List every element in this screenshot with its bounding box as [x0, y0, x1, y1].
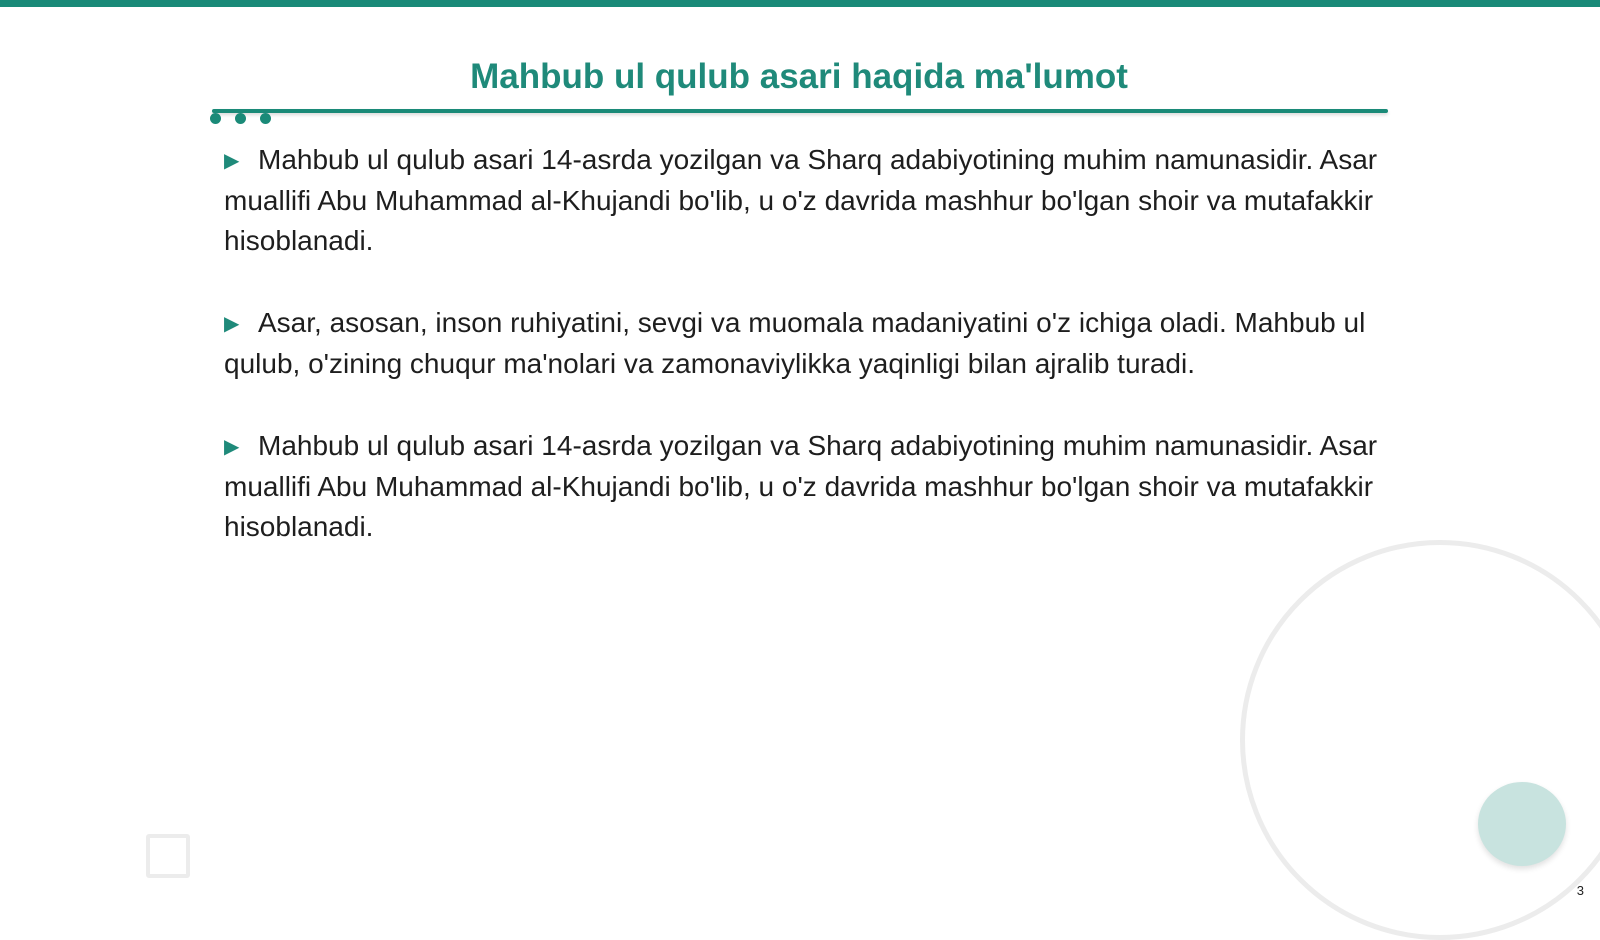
bullet-arrow-icon: ▶	[224, 150, 240, 172]
bullet-paragraph-3	[224, 426, 1384, 547]
bullet-arrow-icon: ▶	[224, 313, 240, 335]
bullet-paragraph-2	[224, 303, 1384, 384]
underline-dot-1	[210, 113, 221, 124]
paragraph-text: Asar, asosan, inson ruhiyatini, sevgi va muomala madaniyatini o'z ichiga oladi. Mahbub ul qulub, o'zining chuqur ma'nolari va zamonaviylikka yaqinligi bilan ajralib turadi.	[224, 307, 1366, 379]
top-accent-bar	[0, 0, 1600, 7]
bullet-paragraph-1	[224, 140, 1384, 261]
paragraph-text: Mahbub ul qulub asari 14-asrda yozilgan va Sharq adabiyotining muhim namunasidir. Asar muallifi Abu Muhammad al-Khujandi bo'lib, u o'z davrida mashhur bo'lgan shoir va mutafakkir hisoblanadi.	[224, 430, 1378, 542]
underline-dot-2	[235, 113, 246, 124]
decorative-square	[146, 834, 190, 878]
decorative-circle	[1478, 782, 1566, 866]
underline-dot-3	[260, 113, 271, 124]
bullet-list	[224, 140, 1384, 589]
title-underline	[212, 109, 1388, 113]
paragraph-text: Mahbub ul qulub asari 14-asrda yozilgan va Sharq adabiyotining muhim namunasidir. Asar muallifi Abu Muhammad al-Khujandi bo'lib, u o'z davrida mashhur bo'lgan shoir va mutafakkir hisoblanadi.	[224, 144, 1378, 256]
slide-title: Mahbub ul qulub asari haqida ma'lumot	[470, 57, 1128, 96]
slide-number: 3	[1576, 883, 1584, 898]
bullet-arrow-icon: ▶	[224, 436, 240, 458]
decorative-ring	[1240, 540, 1600, 940]
